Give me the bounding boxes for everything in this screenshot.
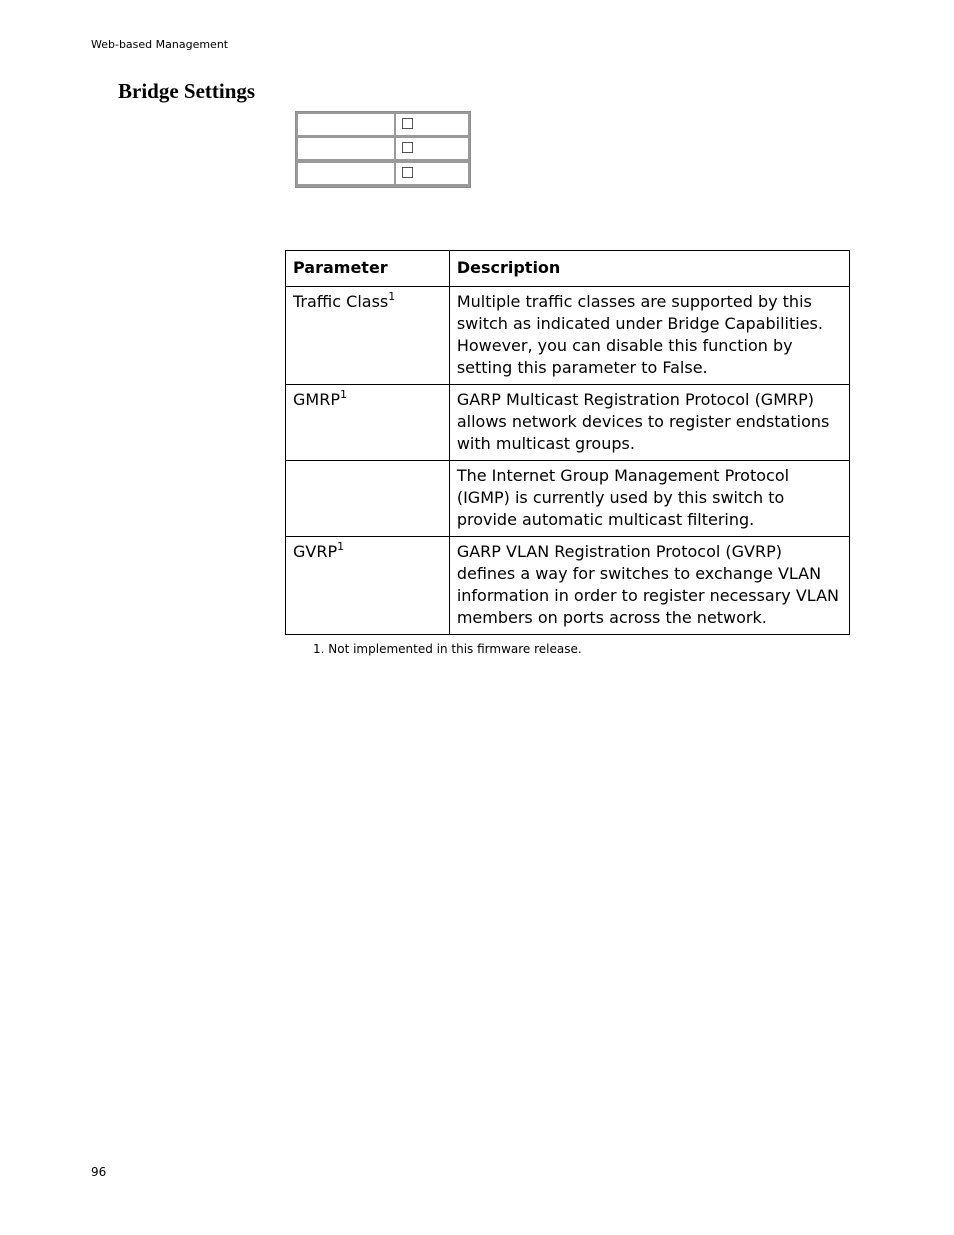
running-header: Web-based Management xyxy=(91,38,229,51)
table-row xyxy=(286,385,850,461)
column-header-parameter: Parameter xyxy=(286,251,450,287)
table-header-row xyxy=(286,251,850,287)
parameter-cell xyxy=(286,385,450,461)
page-number: 96 xyxy=(91,1165,107,1179)
footnote-mark: 1 xyxy=(337,540,345,553)
footnote-mark: 1 xyxy=(388,290,396,303)
table-row xyxy=(286,461,850,537)
parameter-name: Traffic Class xyxy=(293,292,389,311)
description-cell: Multiple traffic classes are supported by this switch as indicated under Bridge Capabilities. However, you can disable this function by setting this parameter to False. xyxy=(449,287,849,385)
parameter-name: GVRP xyxy=(293,542,338,561)
table-footnote: 1. Not implemented in this firmware release. xyxy=(313,642,582,656)
description-cell: GARP VLAN Registration Protocol (GVRP) defines a way for switches to exchange VLAN information in order to register necessary VLAN members on ports across the network. xyxy=(449,537,849,635)
bridge-settings-screenshot xyxy=(295,111,471,188)
figure-label-cell xyxy=(298,163,394,184)
section-title: Bridge Settings xyxy=(118,79,256,103)
description-cell: GARP Multicast Registration Protocol (GMRP) allows network devices to register endstations with multicast groups. xyxy=(449,385,849,461)
gmrp-checkbox[interactable] xyxy=(402,142,413,153)
footnote-mark: 1 xyxy=(339,388,347,401)
table-row xyxy=(286,537,850,635)
figure-divider xyxy=(394,138,396,159)
parameter-cell xyxy=(286,537,450,635)
figure-row xyxy=(298,114,468,135)
parameter-cell xyxy=(286,461,450,537)
description-cell: The Internet Group Management Protocol (IGMP) is currently used by this switch to provide automatic multicast filtering. xyxy=(449,461,849,537)
table-row xyxy=(286,287,850,385)
figure-label-cell xyxy=(298,114,394,135)
figure-row xyxy=(298,138,468,159)
figure-label-cell xyxy=(298,138,394,159)
parameter-name: GMRP xyxy=(293,390,340,409)
figure-row xyxy=(298,163,468,184)
figure-divider xyxy=(394,114,396,135)
parameter-table xyxy=(285,250,850,635)
gvrp-checkbox[interactable] xyxy=(402,167,413,178)
column-header-description: Description xyxy=(449,251,849,287)
traffic-class-checkbox[interactable] xyxy=(402,118,413,129)
figure-divider xyxy=(394,163,396,184)
parameter-cell xyxy=(286,287,450,385)
